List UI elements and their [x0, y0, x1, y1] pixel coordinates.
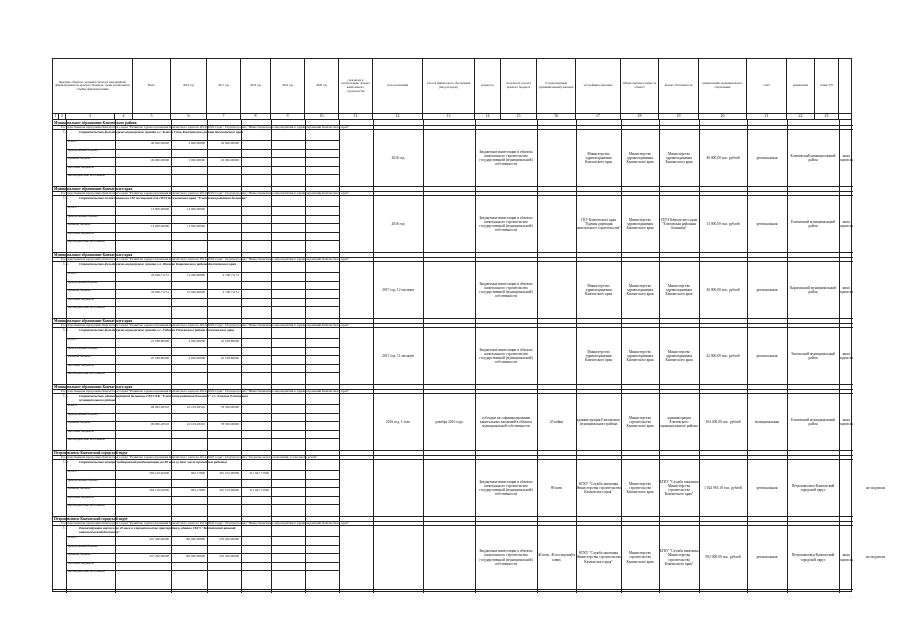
column-number: 16 [537, 113, 576, 119]
object-title: Строительство поликлиники на 150 посещений для ГБУЗ Камчатского края "Елизовская районная больница" [79, 196, 248, 200]
column-rule [207, 120, 208, 593]
header-cell: Общая сметная стоимость объекта [621, 59, 659, 113]
column-rule [339, 120, 340, 593]
state-customer: Министерство строительства Камчатского края [626, 551, 654, 564]
header-cell: 2019 год [271, 59, 305, 113]
financing-value: 13 000,00000 [150, 207, 169, 211]
financing-source-label: федеральный бюджет [68, 543, 99, 548]
header-cell: получатель средств краевого бюджета [501, 59, 537, 113]
column-number: 1 [53, 113, 59, 119]
object-number: 1.1. [63, 130, 69, 134]
financing-value: 49 000,00000 [150, 158, 169, 162]
row-rule [66, 232, 339, 233]
column-number: 23 [815, 113, 839, 119]
report-status: заказ подписан [839, 553, 853, 562]
financing-method: Бюджетные инвестиции в объекты капитального строительства государственной (муниципальной) собственности [479, 215, 533, 233]
header-cell: мощность [475, 59, 501, 113]
financing-source-label: местные бюджеты [68, 428, 94, 433]
financing-value: 13 000,00000 [186, 224, 205, 228]
financing-value: 301 105,00000 [219, 471, 239, 475]
financing-source-label: федеральный бюджет [68, 477, 99, 482]
column-rule [171, 120, 172, 593]
section-region-title: Муниципальное образование Камчатского края [54, 186, 133, 191]
column-number: 5 [133, 113, 171, 119]
state-customer: Министерство здравоохранения Камчатского края [626, 349, 654, 363]
row-rule [66, 570, 339, 571]
row-rule [66, 413, 339, 414]
estimated-cost: 46 000,00 тыс. рублей [706, 155, 740, 160]
column-rule [747, 120, 748, 593]
report-status: заказ подписан [839, 285, 853, 294]
financing-source-label: Итого [68, 535, 77, 539]
header-cell: застройщик (заказчик) [576, 59, 621, 113]
financing-source-label: краевой бюджет [68, 156, 91, 160]
object-title: Реконструкция корпуса на 40 коек и строительство пристройки к зданию ГБУЗ "Камчатский краевой онкологический диспансер" [79, 526, 236, 534]
object-title: Строительство фельдшерско-акушерского пункта в с. Ключи Усть-Камчатского района Камчатского края [79, 130, 243, 134]
financing-source-label: краевой бюджет [68, 486, 91, 490]
financing-source-label: федеральный бюджет [68, 147, 99, 152]
financing-value: 25 038,80000 [150, 339, 169, 343]
financing-value: 255 200,00000 [219, 554, 239, 558]
row-rule [66, 364, 339, 365]
implementation-year: 2017 год, 11 месяцев [382, 353, 414, 358]
row-rule [53, 589, 853, 590]
row-rule [66, 174, 339, 175]
financing-value: 437 200,00000 [149, 537, 169, 541]
section-program-title: Государственная программа Камчатского края "Развитие здравоохранения Камчатского края на 2014-2020 годы". Подпрограмма "Инвестиционные мероприятия в здравоохранении Камчатского края" [61, 323, 350, 327]
budget-recipient: КГКУ "Служба заказчика Министерства строительства Камчатского края" [576, 481, 621, 495]
column-number: 12 [373, 113, 423, 119]
header-cell: 2018 год [241, 59, 271, 113]
column-number: 10 [305, 113, 339, 119]
object-number: 1.5. [63, 394, 69, 398]
row-rule [66, 166, 339, 167]
section-program-title: Государственная программа Камчатского края "Развитие здравоохранения Камчатского края на 2014-2020 годы". Подпрограмма "Инвестиционные мероприятия в здравоохранении Камчатского края" [61, 521, 350, 525]
financing-value: 78 500,00000 [220, 405, 239, 409]
row-rule [66, 306, 339, 307]
financing-value: 4 700,71151 [222, 273, 239, 277]
estimated-cost: 46 000,00 тыс. рублей [706, 287, 740, 292]
column-numbers-row [53, 113, 851, 120]
financing-source-label: краевой бюджет [68, 288, 91, 292]
row-rule [66, 496, 339, 497]
estimated-cost: 42 000,00 тыс. рублей [706, 353, 740, 358]
financing-source-label: внебюджетные источники [68, 173, 105, 177]
row-rule [53, 186, 853, 187]
financing-value: 304 150,95000 [149, 471, 169, 475]
municipality-name: Елизовский муниципальный район [791, 219, 835, 228]
row-rule [66, 545, 339, 546]
row-rule [66, 149, 339, 150]
header-cell: форма собственности [659, 59, 699, 113]
column-rule [271, 120, 272, 593]
header-cell: срок ввода в эксплуатацию объекта капитального строительства [339, 59, 373, 113]
column-number: 19 [659, 113, 699, 119]
financing-source-label: местные бюджеты [68, 296, 94, 301]
financing-value: 21 940,00000 [186, 273, 205, 277]
column-rule [305, 120, 306, 593]
column-number: 18 [621, 113, 659, 119]
implementation-period: декабрь 2016 года [435, 419, 463, 424]
budget-recipient: Министерство здравоохранения Камчатского края [585, 349, 612, 363]
financing-method: субсидии на софинансирование капитальных вложений в объекты муниципальной собственности [480, 415, 532, 429]
financing-value: 99 665,28310 [150, 405, 169, 409]
object-number: 1.2. [63, 196, 69, 200]
municipality-name: Петропавловск-Камчатский городской округ [791, 483, 835, 492]
row-rule [66, 562, 339, 563]
financing-source-label: краевой бюджет [68, 420, 91, 424]
financing-value: 21 940,00000 [186, 290, 205, 294]
object-title: Строительство фельдшерско-акушерского пункта в п. Ивашка Карагинского района Камчатского края [79, 262, 237, 266]
financing-source-label: внебюджетные источники [68, 371, 105, 375]
header-cell: примечание [787, 59, 815, 113]
column-number: 6 [171, 113, 207, 119]
note: не подписан [866, 555, 885, 560]
financing-source-label: Итого [68, 271, 77, 275]
financing-source-label: краевой бюджет [68, 552, 91, 556]
column-rule [115, 120, 116, 593]
section-region-title: Муниципальное образование Ключевского района [54, 120, 137, 125]
financing-source-label: внебюджетные источники [68, 437, 105, 441]
financing-value: 311 947,71000 [249, 471, 269, 475]
report-status: заказ подписан [839, 417, 853, 426]
developer: КГКУ "Служба заказчика Министерства строительства Камчатского края" [659, 479, 699, 497]
capacity: 80 коек [550, 485, 563, 490]
financing-value: 2 930,00000 [188, 339, 205, 343]
section-region-title: Петропавловск-Камчатский городской округ [54, 516, 128, 521]
column-rule [787, 120, 788, 593]
financing-value: 26 640,71151 [150, 290, 169, 294]
header-cell: 2017 год [207, 59, 241, 113]
state-customer: Министерство здравоохранения Камчатского края [626, 217, 654, 231]
column-number: 7 [207, 113, 241, 119]
financing-source-label: Итого [68, 205, 77, 209]
row-rule [66, 298, 339, 299]
ownership-form: муниципальная [755, 419, 779, 424]
row-rule [66, 347, 339, 348]
row-rule [53, 384, 853, 385]
column-rule [423, 120, 424, 593]
header-cell: Всего [133, 59, 171, 113]
object-title: Строительство фельдшерско-акушерского пункта в с. Седанка Тигильского района Камчатского края [79, 328, 234, 332]
financing-value: 78 500,00000 [220, 422, 239, 426]
financing-value: 22 108,80000 [220, 356, 239, 360]
column-number: 4 [115, 113, 133, 119]
header-cell: срок реализации [373, 59, 423, 113]
row-rule [53, 252, 853, 253]
financing-value: 3 000,00000 [188, 141, 205, 145]
financing-value: 182 000,00000 [185, 537, 205, 541]
estimated-cost: 1 024 965,10 тыс. рублей [704, 485, 742, 490]
section-program-title: Государственная программа Камчатского края "Развитие здравоохранения Камчатского края на 2014-2020 годы". Подпрограмма "Здоровье нового поколения, в том числе детей" [61, 455, 317, 459]
financing-value: 902,17800 [190, 471, 205, 475]
financing-value: 182 000,00000 [185, 554, 205, 558]
financing-source-label: внебюджетные источники [68, 569, 105, 573]
column-rule [659, 120, 660, 593]
header-cell: номер ГИ [815, 59, 839, 113]
object-number: 1.6. [63, 460, 69, 464]
column-number: 14 [475, 113, 501, 119]
object-title: Строительство здания районной больницы ГБУЗ КК "Елизовская районная больница" в г. Елизово Елизовского муниципального района [79, 394, 249, 402]
developer: Министерство здравоохранения Камчатского края [665, 151, 693, 165]
financing-value: 22 163,28310 [186, 422, 205, 426]
estimated-cost: 13 000,00 тыс. рублей [706, 221, 740, 226]
column-rule [699, 120, 700, 593]
column-number: 17 [576, 113, 621, 119]
section-region-title: Муниципальное образование Камчатского края [54, 384, 133, 389]
budget-recipient: КГКУ "Служба заказчика Министерства строительства Камчатского края" [576, 551, 621, 564]
column-number: 11 [339, 113, 373, 119]
state-customer: Министерство здравоохранения Камчатского края [626, 151, 654, 165]
section-program-title: Государственная программа Камчатского края "Развитие здравоохранения Камчатского края на 2014-2020 годы". Подпрограмма "Инвестиционные мероприятия в здравоохранении Камчатского края" [61, 191, 350, 195]
column-rule [241, 120, 242, 593]
estimated-cost: 104 400,00 тыс. рублей [705, 419, 741, 424]
implementation-year: 2016 год [391, 155, 405, 160]
ownership-form: региональная [756, 353, 778, 358]
header-cell: государственный (муниципальный) заказчик [537, 59, 576, 113]
financing-method: Бюджетные инвестиции в объекты капитального строительства государственной (муниципальной) собственности [479, 479, 533, 497]
ownership-form: региональная [756, 155, 778, 160]
row-rule [66, 240, 339, 241]
implementation-year: 2016 год, 1 этап [385, 419, 411, 424]
financing-value: 902,17800 [190, 488, 205, 492]
column-number: 8 [241, 113, 271, 119]
column-number: 15 [501, 113, 537, 119]
financing-value: 45 000,00000 [220, 158, 239, 162]
row-rule [66, 504, 339, 505]
budget-recipient: Министерство здравоохранения Камчатского края [585, 151, 612, 165]
financing-method: Бюджетные инвестиции в объекты капитального строительства государственной (муниципальной) собственности [479, 281, 533, 299]
row-rule [53, 450, 853, 451]
developer: администрация Елизовского муниципального района [660, 415, 698, 429]
financing-source-label: краевой бюджет [68, 354, 91, 358]
header-cell: 2016 год [171, 59, 207, 113]
column-rule [576, 120, 577, 593]
financing-method: Бюджетные инвестиции в объекты капитального строительства государственной (муниципальной) собственности [479, 149, 533, 167]
financing-source-label: федеральный бюджет [68, 345, 99, 350]
row-rule [53, 516, 853, 517]
financing-source-label: Итого [68, 469, 77, 473]
column-rule [537, 120, 538, 593]
implementation-year [373, 528, 423, 587]
financing-source-label: местные бюджеты [68, 230, 94, 235]
table-body [53, 120, 885, 593]
financing-value: 13 000,00000 [150, 224, 169, 228]
financing-value: 2 930,00000 [188, 356, 205, 360]
financing-value: 437 200,00000 [149, 554, 169, 558]
developer: Министерство здравоохранения Камчатского края [665, 283, 693, 297]
ownership-form: региональная [756, 287, 778, 292]
object-number: 1.7. [63, 526, 69, 530]
financing-value: 255 200,00000 [219, 537, 239, 541]
note: не подписан [866, 485, 885, 490]
capacity: 45 койки [549, 419, 564, 424]
budget-recipient: ГКУ Камчатского края "Единая дирекция капитального строительства" [576, 217, 621, 231]
column-number: 9 [271, 113, 305, 119]
object-number: 1.3. [63, 262, 69, 266]
developer: Министерство здравоохранения Камчатского края [665, 349, 693, 363]
financing-method: Бюджетные инвестиции в объекты капитального строительства государственной (муниципальной) собственности [479, 549, 533, 566]
state-customer: Министерство строительства Камчатского края [626, 481, 654, 495]
financing-source-label: местные бюджеты [68, 164, 94, 169]
section-program-title: Государственная программа Камчатского края "Развитие здравоохранения Камчатского края на 2014-2020 годы". Подпрограмма "Инвестиционные мероприятия в здравоохранении Камчатского края" [61, 125, 350, 129]
column-rule [66, 120, 67, 593]
ownership-form: региональная [756, 221, 778, 226]
municipality-name: Карагинский муниципальный район [790, 285, 836, 294]
implementation-year [373, 462, 423, 514]
ownership-form: региональная [756, 555, 778, 560]
report-status [839, 462, 853, 514]
budget-recipient: Министерство здравоохранения Камчатского края [585, 283, 612, 297]
object-number: 1.4. [63, 328, 69, 332]
column-number: 22 [787, 113, 815, 119]
header-cell: 2020 год [305, 59, 339, 113]
table-header [53, 59, 851, 114]
financing-value: 22 163,28310 [186, 405, 205, 409]
financing-source-label: внебюджетные источники [68, 503, 105, 507]
capacity: 40 коек, 40 посещений в смену [537, 553, 576, 562]
column-rule [373, 120, 374, 593]
header-cell: Перечень объектов, заданий (этапов) и мероприятий, финансируемых из краевого бюджета, сроки реализации и объёмы финансирования [53, 59, 133, 113]
section-program-title: Государственная программа Камчатского края "Развитие здравоохранения Камчатского края на 2014-2020 годы". Подпрограмма "Инвестиционные мероприятия в здравоохранении Камчатского края" [61, 389, 350, 393]
row-rule [66, 479, 339, 480]
section-region-title: Муниципальное образование Камчатского края [54, 318, 133, 323]
state-customer: Министерство здравоохранения Камчатского края [626, 283, 654, 297]
column-number: 13 [423, 113, 475, 119]
financing-value: 13 000,00000 [186, 207, 205, 211]
investment-table [52, 58, 885, 592]
row-rule [66, 215, 339, 216]
financing-value: 304 150,95000 [149, 488, 169, 492]
municipality-name: Тигильский муниципальный район [791, 351, 835, 360]
financing-value: 22 108,80000 [220, 339, 239, 343]
section-region-title: Петропавловск-Камчатский городской округ [54, 450, 128, 455]
financing-source-label: Итого [68, 403, 77, 407]
developer: ГБУЗ Камчатского края "Елизовская районная больница" [660, 217, 698, 231]
header-cell: наименование муниципального образования [699, 59, 747, 113]
object-title: Строительство центра медицинской реабилитации на 80 коек (в том числе проектные работы) [79, 460, 227, 464]
implementation-year: 2017 год, 12 месяцев [382, 287, 414, 292]
column-rule [475, 120, 476, 593]
financing-source-label: федеральный бюджет [68, 411, 99, 416]
financing-source-label: местные бюджеты [68, 560, 94, 565]
financing-method: Бюджетные инвестиции в объекты капитального строительства государственной (муниципальной) собственности [479, 347, 533, 365]
ownership-form: региональная [756, 485, 778, 490]
column-number: 21 [747, 113, 787, 119]
row-rule [66, 430, 339, 431]
financing-value: 49 000,00000 [150, 141, 169, 145]
column-rule [621, 120, 622, 593]
report-status: заказ подписан [839, 153, 853, 162]
financing-value: 4 700,71151 [222, 290, 239, 294]
financing-source-label: внебюджетные источники [68, 305, 105, 309]
column-rule [839, 120, 840, 593]
financing-source-label: Итого [68, 337, 77, 341]
financing-source-label: федеральный бюджет [68, 279, 99, 284]
column-number: 20 [699, 113, 747, 119]
budget-recipient: администрация Елизовского муниципального района [576, 417, 621, 426]
section-program-title: Государственная программа Камчатского края "Развитие здравоохранения Камчатского края на 2014-2020 годы". Подпрограмма "Инвестиционные мероприятия в здравоохранении Камчатского края" [61, 257, 350, 261]
header-cell: отчёт [747, 59, 787, 113]
row-rule [66, 438, 339, 439]
financing-source-label: краевой бюджет [68, 222, 91, 226]
corner-mark: · [850, 595, 852, 601]
report-status: заказ подписан [839, 351, 853, 360]
financing-source-label: Итого [68, 139, 77, 143]
financing-source-label: местные бюджеты [68, 362, 94, 367]
municipality-name: Елизовский муниципальный район [791, 417, 835, 426]
state-customer: Министерство строительства Камчатского края [626, 415, 654, 429]
municipality-name: Ключевский муниципальный район [790, 153, 836, 162]
financing-value: 25 038,80000 [150, 356, 169, 360]
row-rule [66, 281, 339, 282]
column-number: 3 [66, 113, 115, 119]
financing-value: 26 640,71151 [150, 273, 169, 277]
financing-source-label: федеральный бюджет [68, 213, 99, 218]
financing-value: 99 665,28310 [150, 422, 169, 426]
estimated-cost: 902 000,00 тыс. рублей [705, 555, 741, 560]
financing-value: 301 105,00000 [219, 488, 239, 492]
financing-source-label: внебюджетные источники [68, 239, 105, 243]
financing-value: 45 000,00000 [220, 141, 239, 145]
row-rule [66, 372, 339, 373]
section-region-title: Муниципальное образование Камчатского края [54, 252, 133, 257]
financing-source-label: местные бюджеты [68, 494, 94, 499]
municipality-name: Петропавловск-Камчатский городской округ [791, 553, 835, 562]
financing-value: 3 000,00000 [188, 158, 205, 162]
developer: КГКУ "Служба заказчика Министерства строительства Камчатского края" [659, 549, 699, 566]
report-status: заказ подписан [839, 219, 853, 228]
column-number: 2 [59, 113, 66, 119]
implementation-year: 2016 год [391, 221, 405, 226]
row-rule [53, 318, 853, 319]
header-cell: Способ финансового обеспечения (вид расходов) [423, 59, 475, 113]
financing-value: 311 947,71000 [249, 488, 269, 492]
